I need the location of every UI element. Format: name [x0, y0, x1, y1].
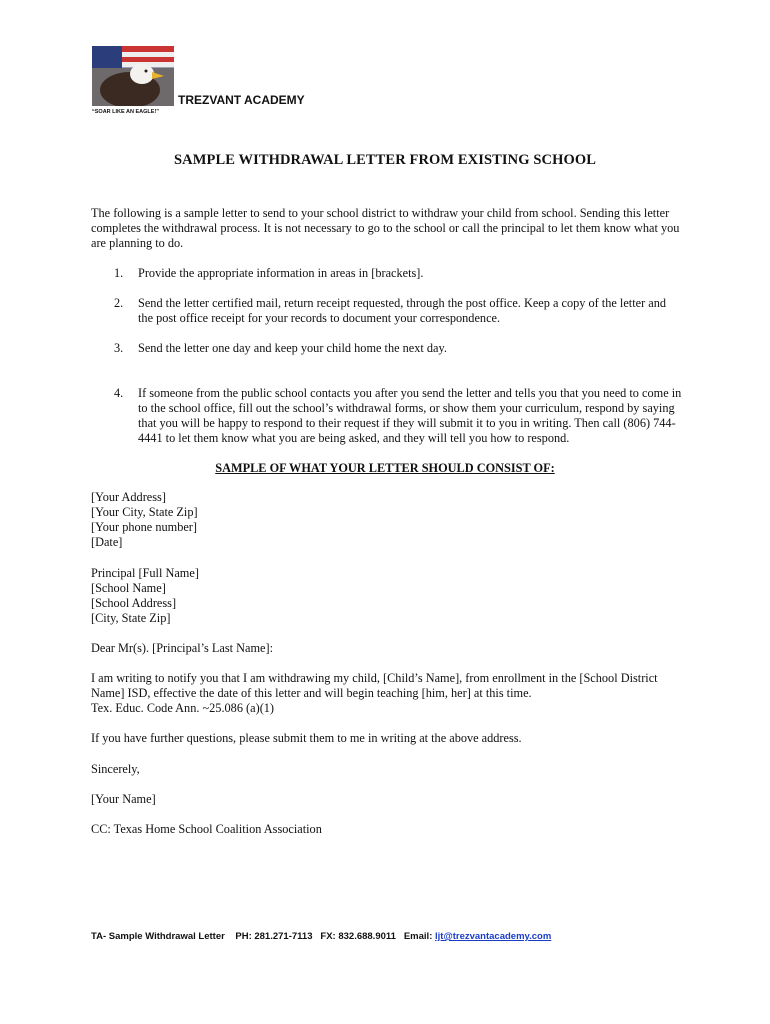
list-number: 2. [114, 296, 124, 310]
recipient-address: [School Address] [91, 596, 177, 610]
list-text: Send the letter one day and keep your child home the next day. [138, 341, 447, 355]
recipient-city: [City, State Zip] [91, 611, 171, 625]
intro-paragraph: The following is a sample letter to send to your school district to withdraw your child from school. Sending this letter completes the withdrawal process. It is not necessary to go to the school or call the principal to let them know what you are planning to do. [91, 206, 680, 250]
list-item [114, 386, 683, 446]
organization-name: TREZVANT ACADEMY [178, 93, 305, 107]
legal-citation: Tex. Educ. Code Ann. ~25.086 (a)(1) [91, 701, 275, 715]
recipient-principal: Principal [Full Name] [91, 566, 199, 580]
list-text: If someone from the public school contacts you after you send the letter and tells you that you need to come in to the school office, fill out the school’s withdrawal forms, or show them your curriculum, respond by saying that you will be happy to respond to their request if they will submit it to you in writing. Then call (806) 744-4441 to let them know what you are being asked, and they will tell you how to respond. [138, 386, 682, 445]
sender-phone: [Your phone number] [91, 520, 197, 534]
closing: Sincerely, [91, 762, 140, 776]
list-text: Send the letter certified mail, return receipt requested, through the post office. Keep a copy of the letter and the post office receipt for your records to document your correspondence. [138, 296, 666, 325]
list-number: 3. [114, 341, 124, 355]
footer-contact: TA- Sample Withdrawal Letter PH: 281.271-7113 FX: 832.688.9011 Email: [91, 931, 435, 942]
sender-address: [Your Address] [91, 490, 166, 504]
list-item [114, 341, 683, 356]
signature: [Your Name] [91, 792, 156, 806]
letter-body: I am writing to notify you that I am withdrawing my child, [Child’s Name], from enrollment in the [School District Name] ISD, effective the date of this letter and will begin teaching [him, her] at this time. [91, 671, 658, 700]
email-link[interactable]: ljt@trezvantacademy.com [435, 931, 552, 942]
cc-line: CC: Texas Home School Coalition Association [91, 822, 322, 836]
footer [91, 931, 551, 942]
sender-city: [Your City, State Zip] [91, 505, 198, 519]
motto: “SOAR LIKE AN EAGLE!” [92, 109, 160, 115]
list-text: Provide the appropriate information in areas in [brackets]. [138, 266, 424, 280]
letter-date: [Date] [91, 535, 123, 549]
list-item [114, 266, 683, 281]
list-number: 4. [114, 386, 124, 400]
eagle-logo [92, 46, 174, 106]
list-item [114, 296, 683, 326]
salutation: Dear Mr(s). [Principal’s Last Name]: [91, 641, 274, 655]
recipient-school: [School Name] [91, 581, 166, 595]
sample-heading: SAMPLE OF WHAT YOUR LETTER SHOULD CONSIST OF: [215, 461, 555, 475]
questions-paragraph: If you have further questions, please submit them to me in writing at the above address. [91, 731, 522, 745]
page-title: SAMPLE WITHDRAWAL LETTER FROM EXISTING SCHOOL [174, 152, 596, 168]
list-number: 1. [114, 266, 124, 280]
